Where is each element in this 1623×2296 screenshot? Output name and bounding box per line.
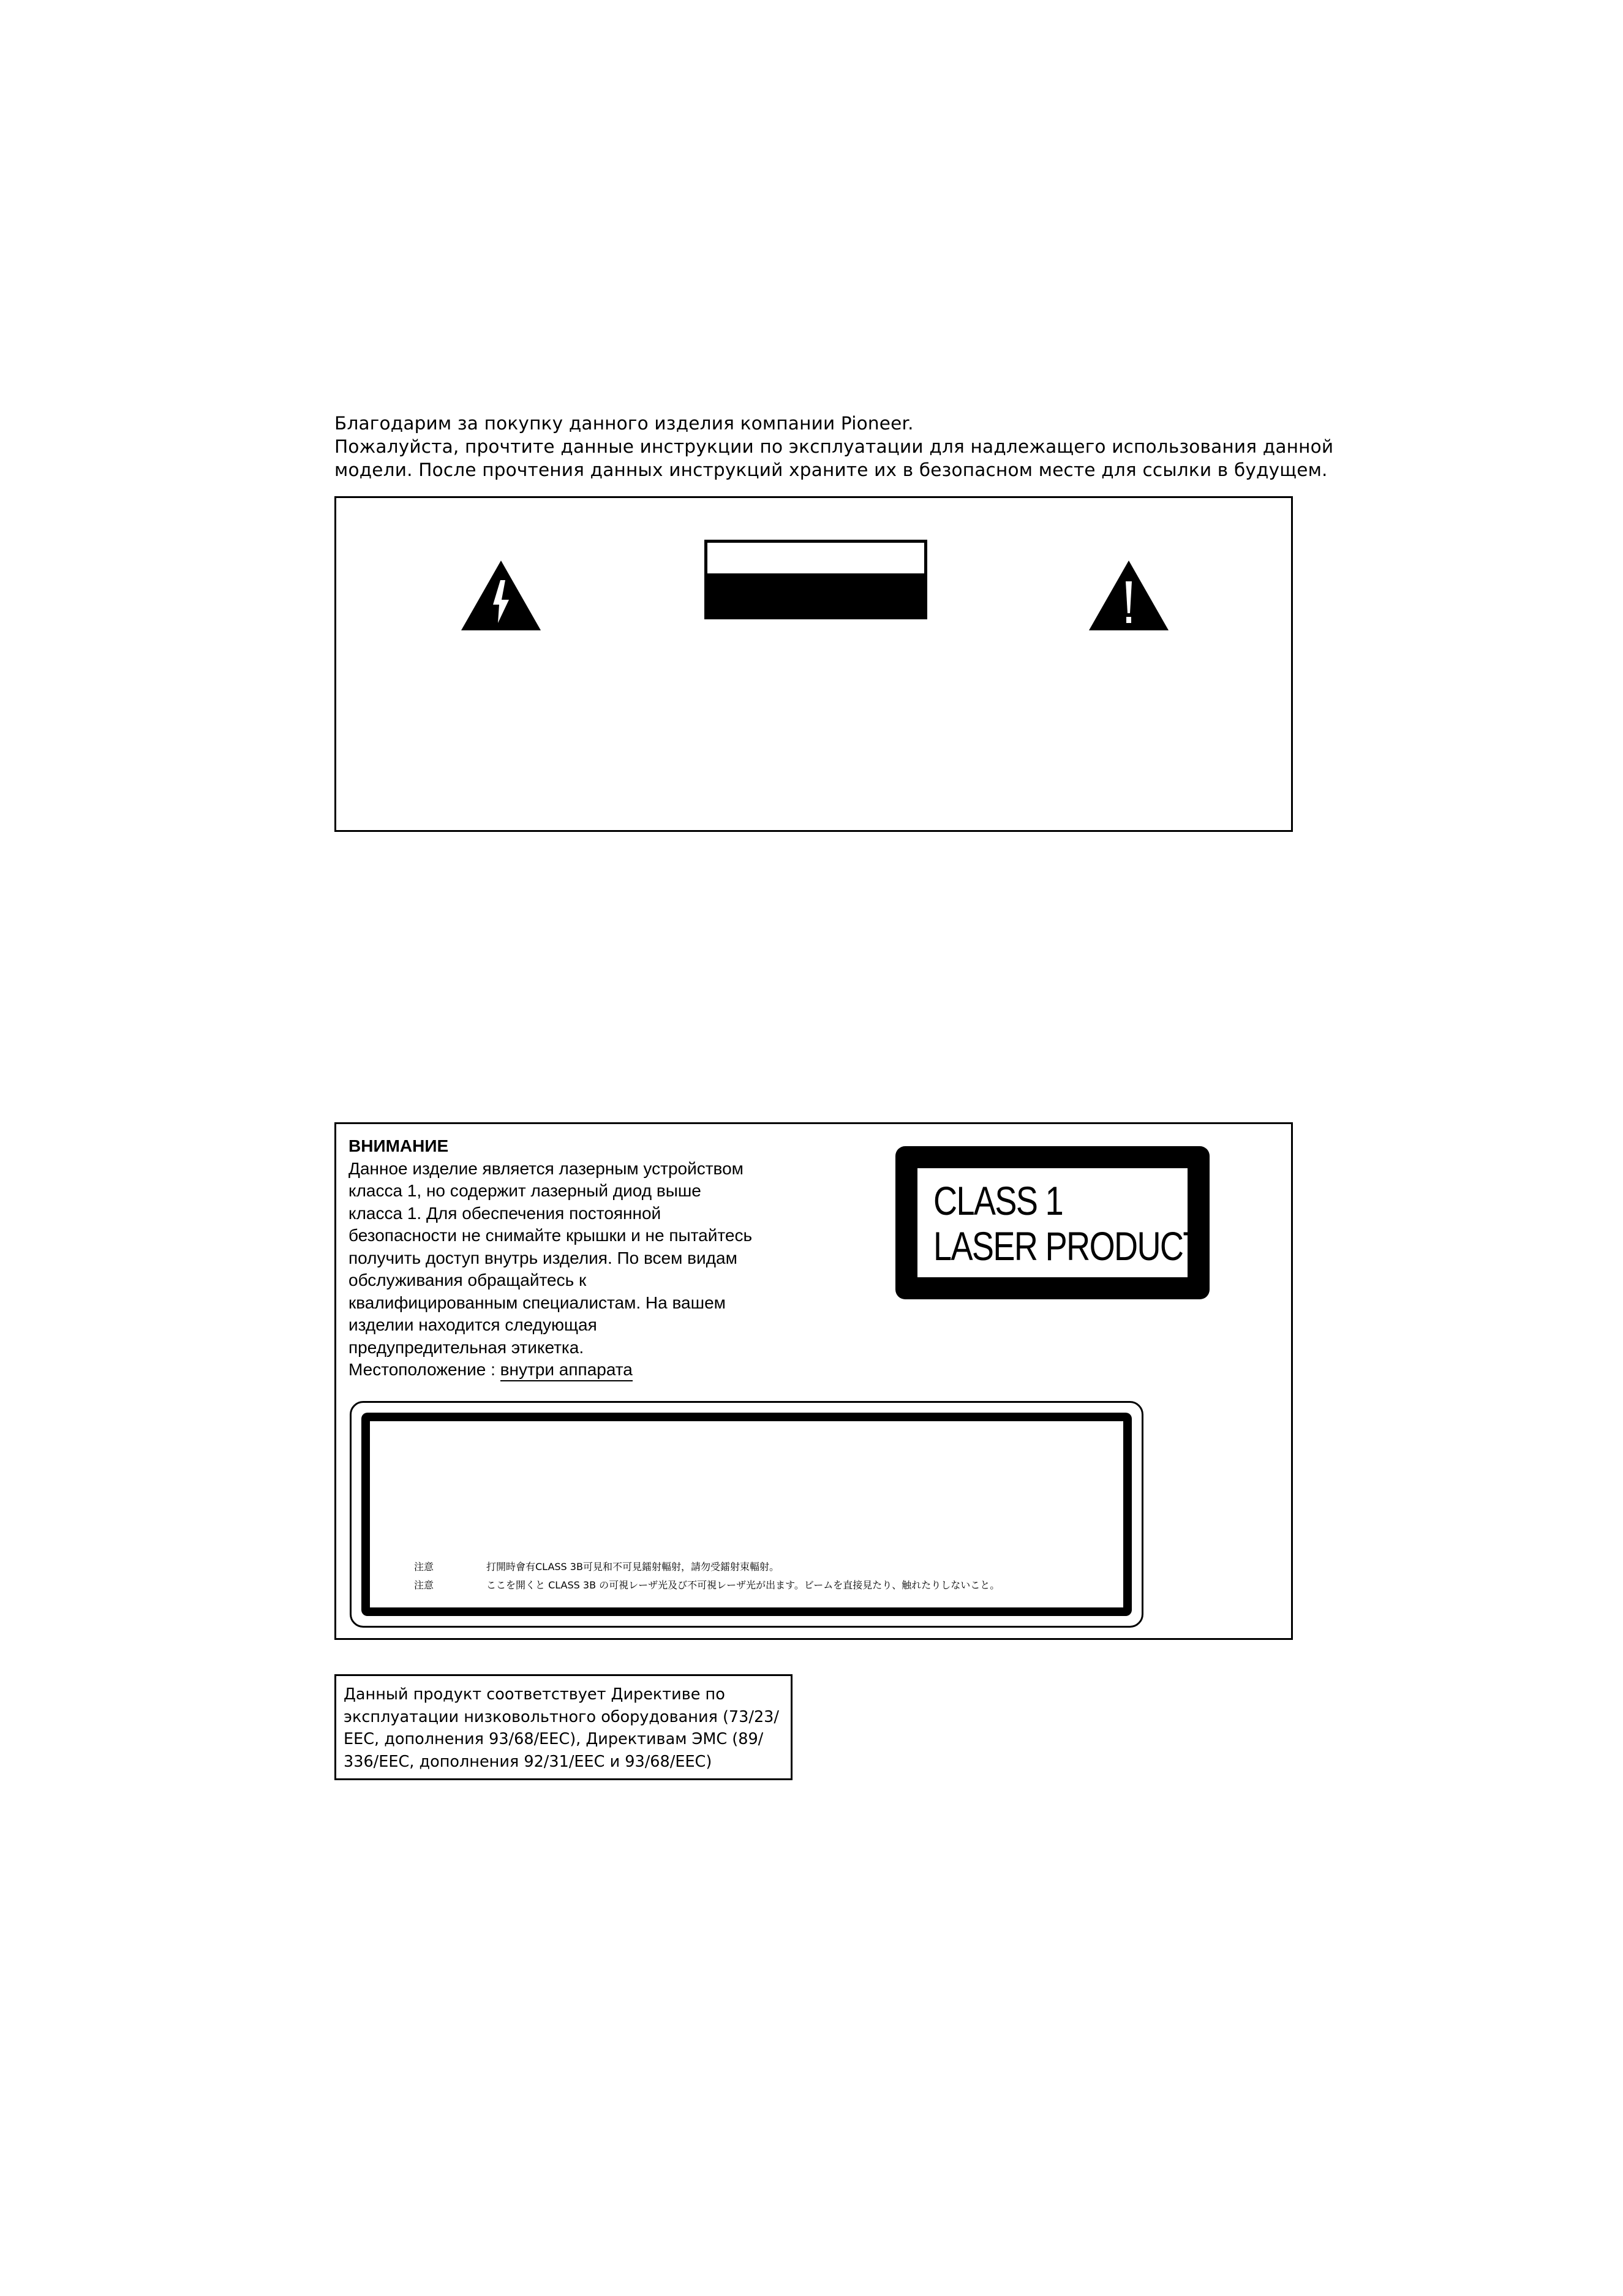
japanese-notice-line: 注意 ここを開くと CLASS 3B の可視レーザ光及び不可視レーザ光が出ます。ビームを直接見たり、触れたりしないこと。 [414, 1579, 1000, 1591]
laser-warning-line: изделии находится следующая [348, 1315, 597, 1334]
directive-line: Данный продукт соответствует Директиве по [344, 1685, 725, 1704]
caution-label-graphic [704, 540, 927, 619]
directive-line: эксплуатации низковольтного оборудования (73/23/ [344, 1707, 779, 1726]
laser-warning-text [348, 1135, 826, 1381]
laser-warning-box [334, 1122, 1293, 1640]
inside-caution-label-graphic [350, 1401, 1143, 1628]
directive-compliance-box [334, 1674, 793, 1780]
electric-shock-warning-box [334, 496, 1293, 832]
intro-line: Благодарим за покупку данного изделия компании Pioneer. [334, 413, 914, 434]
laser-warning-line: получить доступ внутрь изделия. По всем видам [348, 1248, 737, 1267]
laser-warning-line: Данное изделие является лазерным устройством [348, 1158, 744, 1178]
exclamation-triangle-icon [1088, 559, 1170, 632]
laser-warning-line: предупредительная этикетка. [348, 1337, 584, 1357]
class-label-line1: CLASS 1 [933, 1178, 1063, 1223]
laser-warning-heading: ВНИМАНИЕ [348, 1136, 449, 1155]
location-value: внутри аппарата [500, 1360, 633, 1381]
laser-warning-line: обслуживания обращайтесь к [348, 1271, 587, 1290]
laser-warning-line: квалифицированным специалистам. На вашем [348, 1293, 726, 1312]
class-label-line2: LASER PRODUCT [933, 1223, 1202, 1269]
location-line [348, 1359, 826, 1381]
japanese-notice-line: 注意 打開時會有CLASS 3B可見和不可見鐳射輻射，請勿受鐳射束輻射。 [414, 1561, 779, 1573]
location-label: Местоположение : [348, 1360, 495, 1379]
directive-line: 336/EEC, дополнения 92/31/EEC и 93/68/EEC) [344, 1752, 712, 1771]
intro-line: Пожалуйста, прочтите данные инструкции по эксплуатации для надлежащего использования данной [334, 436, 1334, 457]
intro-line: модели. После прочтения данных инструкций храните их в безопасном месте для ссылки в будущем. [334, 459, 1328, 480]
laser-warning-line: безопасности не снимайте крышки и не пытайтесь [348, 1226, 753, 1245]
lightning-triangle-icon [460, 559, 542, 632]
laser-warning-line: класса 1. Для обеспечения постоянной [348, 1203, 661, 1223]
class-1-laser-product-label [895, 1146, 1210, 1299]
laser-warning-line: класса 1, но содержит лазерный диод выше [348, 1181, 701, 1200]
directive-line: EEC, дополнения 93/68/EEC), Директивам ЭМС (89/ [344, 1730, 764, 1748]
intro-text [334, 412, 1334, 481]
